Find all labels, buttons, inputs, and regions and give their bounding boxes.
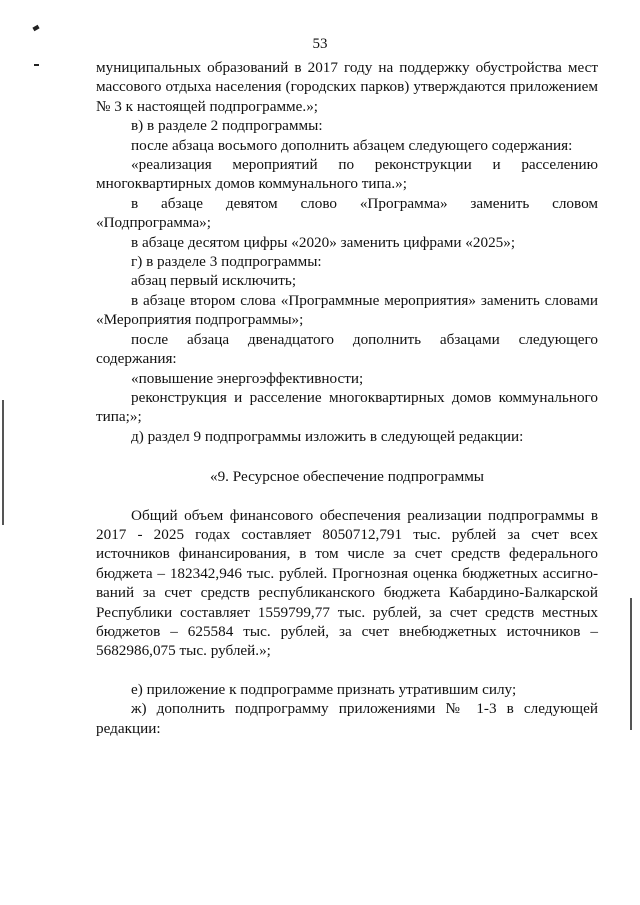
text-line: после абзаца двенадцатого дополнить абзацами следующего	[131, 330, 598, 348]
text-line: д) раздел 9 подпрограммы изложить в следующей редакции:	[131, 427, 524, 445]
text-line: е) приложение к подпрограмме признать утратившим силу;	[131, 680, 517, 698]
text-line: «Подпрограмма»;	[96, 214, 211, 232]
body-line: 2017 - 2025 годах составляет 8050712,791 тыс. рублей за счет всех	[96, 525, 598, 543]
text-line: муниципальных образований в 2017 году на поддержку обустройства мест	[96, 59, 598, 76]
text-line: в) в разделе 2 подпрограммы:	[131, 117, 323, 135]
text-line: абзац первый исключить;	[131, 272, 297, 290]
body-line: Республики составляет 1559799,77 тыс. рублей, за счет средств местных	[96, 603, 598, 621]
body-line: 5682986,075 тыс. рублей.»;	[96, 642, 271, 660]
page-number: 53	[312, 36, 328, 52]
body-line: бюджета – 182342,946 тыс. рублей. Прогнозная оценка бюджетных ассигно-	[96, 564, 598, 582]
body-line: Общий объем финансового обеспечения реализации подпрограммы в	[131, 506, 598, 524]
scan-mark	[34, 64, 39, 66]
text-line: редакции:	[96, 719, 161, 737]
body-line: источников финансирования, в том числе за счет средств федерального	[96, 545, 598, 563]
text-line: в абзаце втором слова «Программные мероприятия» заменить словами	[131, 291, 598, 309]
text-line: «Мероприятия подпрограммы»;	[96, 311, 304, 329]
text-line: содержания:	[96, 350, 177, 368]
text-line: массового отдыха населения (городских парков) утверждаются приложением	[96, 78, 598, 96]
section-heading: «9. Ресурсное обеспечение подпрограммы	[209, 468, 485, 486]
text-line: после абзаца восьмого дополнить абзацем следующего содержания:	[131, 136, 573, 154]
text-line: № 3 к настоящей подпрограмме.»;	[96, 97, 319, 115]
text-line: типа;»;	[96, 408, 142, 426]
text-line: в абзаце девятом слово «Программа» заменить словом	[131, 194, 598, 212]
text-line: многоквартирных домов коммунального типа.»;	[96, 175, 407, 193]
text-line: в абзаце десятом цифры «2020» заменить цифрами «2025»;	[131, 233, 516, 251]
scan-mark	[32, 25, 39, 31]
text-line: реконструкция и расселение многоквартирных домов коммунального	[131, 388, 598, 406]
body-line: ваний за счет средств республиканского бюджета Кабардино-Балкарской	[96, 584, 598, 602]
body-line: бюджетов – 625584 тыс. рублей, за счет внебюджетных источников –	[96, 622, 598, 640]
text-line: г) в разделе 3 подпрограммы:	[131, 253, 322, 271]
scan-edge-mark	[2, 400, 4, 525]
text-line: ж) дополнить подпрограмму приложениями № 1-3 в следующей	[131, 700, 598, 718]
scan-edge-mark	[630, 598, 632, 730]
document-body	[96, 58, 598, 738]
text-line: «реализация мероприятий по реконструкции и расселению	[131, 156, 598, 174]
text-line: «повышение энергоэффективности;	[131, 369, 364, 387]
